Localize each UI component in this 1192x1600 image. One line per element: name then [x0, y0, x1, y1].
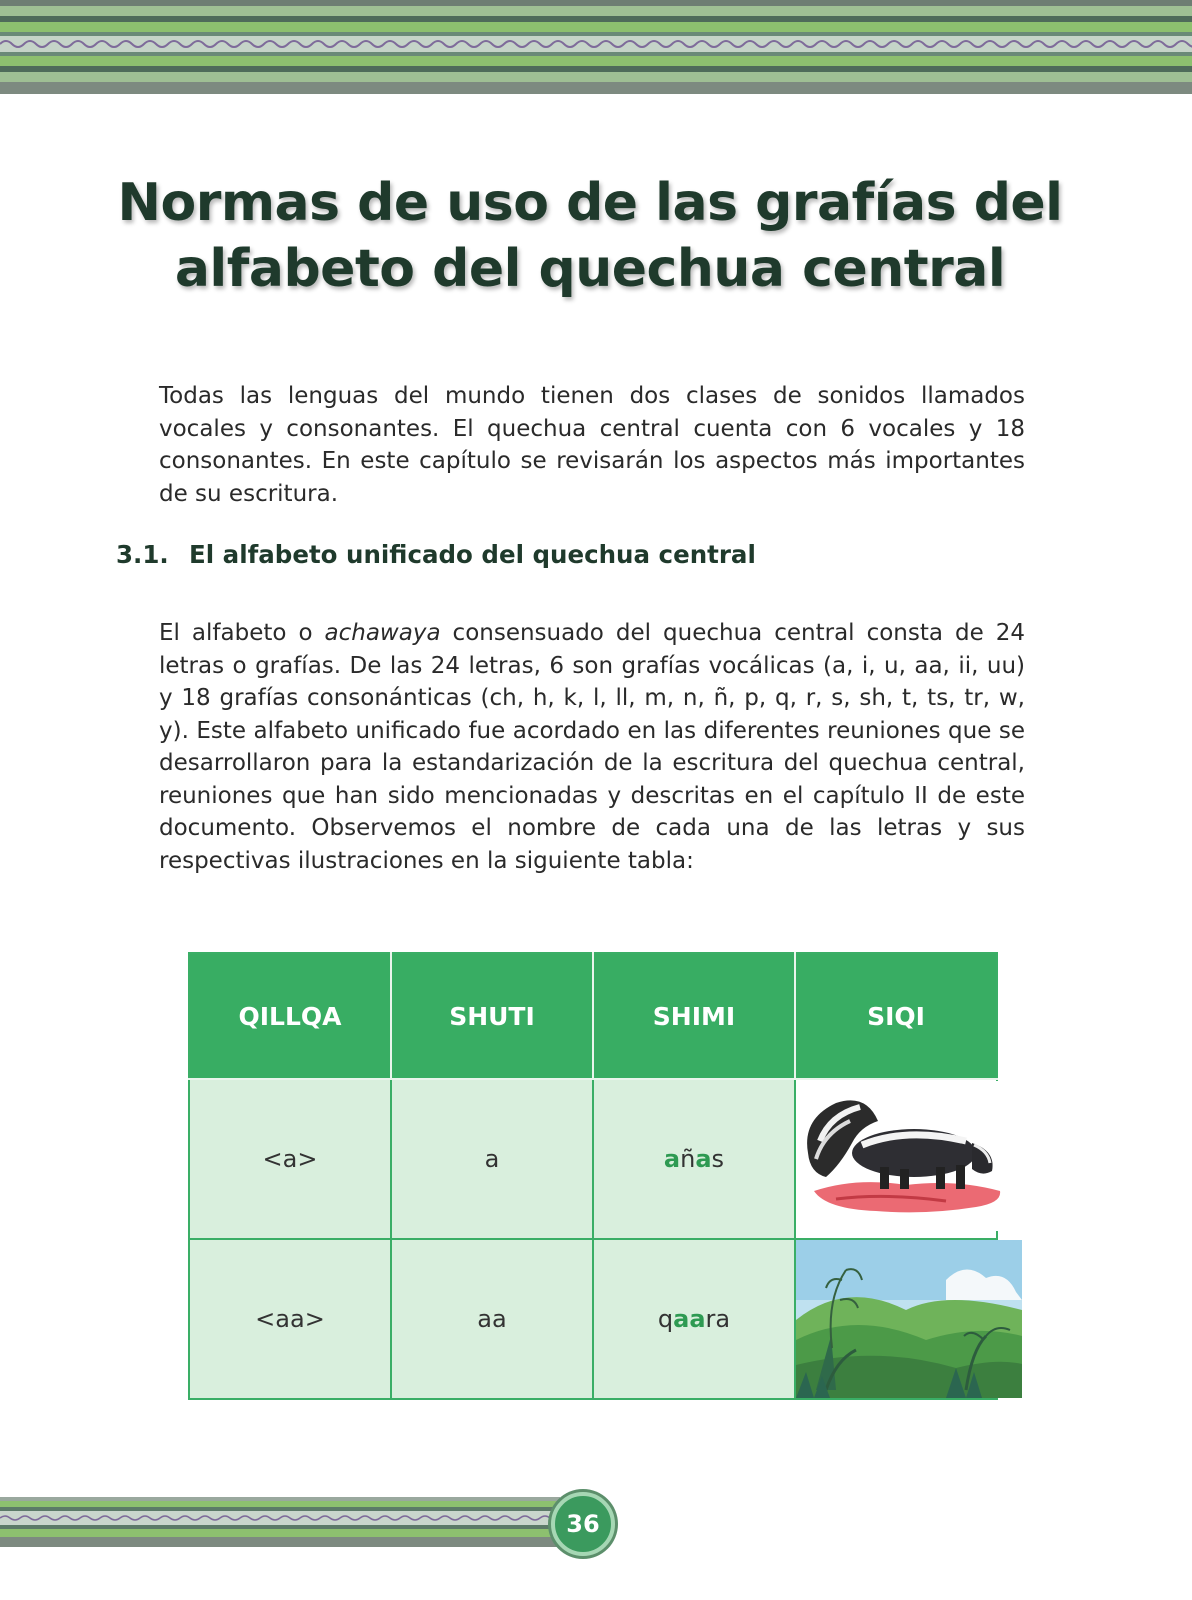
cell-qillqa: <a> — [189, 1079, 391, 1239]
shimi-post: s — [711, 1145, 725, 1173]
top-decorative-band — [0, 0, 1192, 94]
table-row — [189, 1239, 997, 1399]
header-shimi: SHIMI — [593, 953, 795, 1079]
table-row — [189, 1079, 997, 1239]
section-title: El alfabeto unificado del quechua central — [189, 540, 756, 569]
body-text-italic: achawaya — [324, 620, 441, 646]
body-text-rest: consensuado del quechua central consta de 24 letras o grafías. De las 24 letras, 6 son grafías vocálicas (a, i, u, aa, ii, uu) y 18 grafías consonánticas (ch, h, k, l, ll, m, n, ñ, p, q, r, s, sh, t, ts, tr, w, y). Este alfabeto unificado fue acordado en las diferentes reuniones que se desarrollaron para la estandarización de la escritura del quechua central, reuniones que han sido mencionadas y descritas en el capítulo II de este documento. Observemos el nombre de cada una de las letras y sus respectivas ilustraciones en la siguiente tabla: — [159, 620, 1025, 874]
cell-shuti: aa — [391, 1239, 593, 1399]
section-heading — [116, 540, 756, 569]
cell-siqi — [795, 1079, 997, 1239]
shimi-highlight: aa — [673, 1305, 706, 1333]
page-title — [100, 170, 1080, 302]
alphabet-table — [188, 952, 998, 1400]
cell-shimi — [593, 1239, 795, 1399]
shimi-mid: ñ — [680, 1145, 696, 1173]
skunk-illustration — [796, 1081, 1016, 1231]
cell-qillqa: <aa> — [189, 1239, 391, 1399]
header-shuti: SHUTI — [391, 953, 593, 1079]
body-text-start: El alfabeto o — [159, 620, 325, 646]
body-paragraph — [159, 617, 1025, 877]
title-line-1: Normas de uso de las grafías del — [117, 173, 1063, 233]
cell-shuti: a — [391, 1079, 593, 1239]
cell-shimi — [593, 1079, 795, 1239]
shimi-highlight: a — [663, 1145, 681, 1173]
grassland-illustration — [796, 1240, 1022, 1398]
header-qillqa: QILLQA — [189, 953, 391, 1079]
shimi-pre: q — [657, 1305, 674, 1333]
table-header-row — [189, 953, 997, 1079]
section-number: 3.1. — [116, 540, 169, 569]
bottom-decorative-band — [0, 1497, 560, 1547]
title-line-2: alfabeto del quechua central — [174, 239, 1006, 299]
intro-paragraph: Todas las lenguas del mundo tienen dos clases de sonidos llamados vocales y consonantes. El quechua central cuenta con 6 vocales y 18 consonantes. En este capítulo se revisarán los aspectos más importantes de su escritura. — [159, 383, 1025, 507]
top-band-stripes — [0, 0, 1192, 94]
header-siqi: SIQI — [795, 953, 997, 1079]
shimi-mid: ra — [705, 1305, 731, 1333]
bottom-band-stripes — [0, 1497, 560, 1547]
cell-siqi — [795, 1239, 997, 1399]
page-number: 36 — [551, 1492, 615, 1556]
shimi-highlight: a — [695, 1145, 712, 1173]
